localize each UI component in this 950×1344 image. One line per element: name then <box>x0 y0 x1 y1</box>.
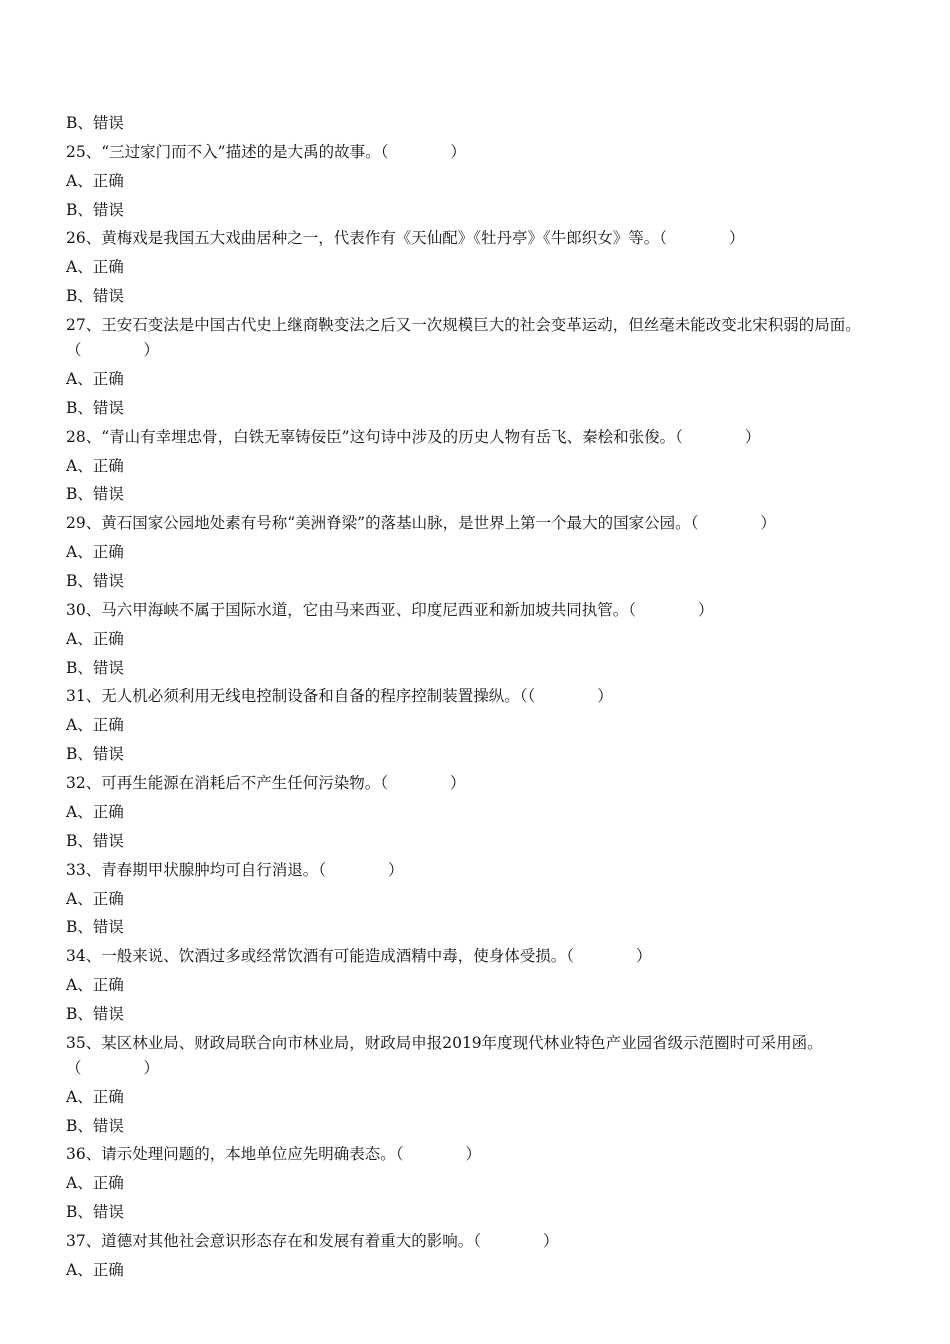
answer-option: B、错误 <box>66 1004 124 1023</box>
question-text: 31、无人机必须利用无线电控制设备和自备的程序控制装置操纵。（（ ） <box>66 687 613 706</box>
answer-option: A、正确 <box>66 889 124 908</box>
question-list <box>66 109 886 1285</box>
answer-option: B、错误 <box>66 1116 124 1135</box>
answer-option: A、正确 <box>66 456 124 475</box>
answer-option: B、错误 <box>66 287 124 306</box>
answer-option: B、错误 <box>66 200 124 219</box>
question-text: 33、青春期甲状腺肿均可自行消退。（ ） <box>66 860 404 879</box>
question-text: 37、道德对其他社会意识形态存在和发展有着重大的影响。（ ） <box>66 1231 559 1250</box>
question-text: 26、黄梅戏是我国五大戏曲居种之一，代表作有《天仙配》《牡丹亭》《牛郎织女》等。（ ） <box>66 229 745 248</box>
question-text: 28、“青山有幸埋忠骨，白铁无辜铸佞臣”这句诗中涉及的历史人物有岳飞、秦桧和张俊。（ ） <box>66 427 761 446</box>
question-text: 25、“三过家门而不入”描述的是大禹的故事。（ ） <box>66 142 466 161</box>
answer-option: A、正确 <box>66 543 124 562</box>
answer-option: A、正确 <box>66 716 124 735</box>
answer-option: B、错误 <box>66 831 124 850</box>
answer-option: A、正确 <box>66 802 124 821</box>
answer-option: B、错误 <box>66 1203 124 1222</box>
answer-option: B、错误 <box>66 658 124 677</box>
answer-option: B、错误 <box>66 398 124 417</box>
document-page <box>66 109 886 1285</box>
question-text: 29、黄石国家公园地处素有号称“美洲脊梁”的落基山脉，是世界上第一个最大的国家公园。（ ） <box>66 514 776 533</box>
answer-option: A、正确 <box>66 1087 124 1106</box>
answer-option: B、错误 <box>66 485 124 504</box>
answer-option: A、正确 <box>66 629 124 648</box>
answer-option: B、错误 <box>66 114 124 132</box>
answer-option: A、正确 <box>66 369 124 388</box>
answer-option: A、正确 <box>66 1174 124 1193</box>
question-text: 34、一般来说、饮酒过多或经常饮酒有可能造成酒精中毒，使身体受损。（ ） <box>66 947 652 966</box>
answer-option: B、错误 <box>66 571 124 590</box>
question-text: 36、请示处理问题的，本地单位应先明确表态。（ ） <box>66 1145 481 1164</box>
answer-option: A、正确 <box>66 171 124 190</box>
question-text: 35、某区林业局、财政局联合向市林业局，财政局申报2019年度现代林业特色产业园省级示范圈时可采用函。（ ） <box>66 1033 823 1077</box>
question-text: 27、王安石变法是中国古代史上继商鞅变法之后又一次规模巨大的社会变革运动，但丝毫未能改变北宋积弱的局面。（ ） <box>66 315 861 359</box>
answer-option: A、正确 <box>66 976 124 995</box>
answer-option: A、正确 <box>66 1260 124 1279</box>
answer-option: B、错误 <box>66 745 124 764</box>
question-text: 30、马六甲海峡不属于国际水道，它由马来西亚、印度尼西亚和新加坡共同执管。（ ） <box>66 600 714 619</box>
answer-option: B、错误 <box>66 918 124 937</box>
question-text: 32、可再生能源在消耗后不产生任何污染物。（ ） <box>66 773 466 792</box>
answer-option: A、正确 <box>66 258 124 277</box>
